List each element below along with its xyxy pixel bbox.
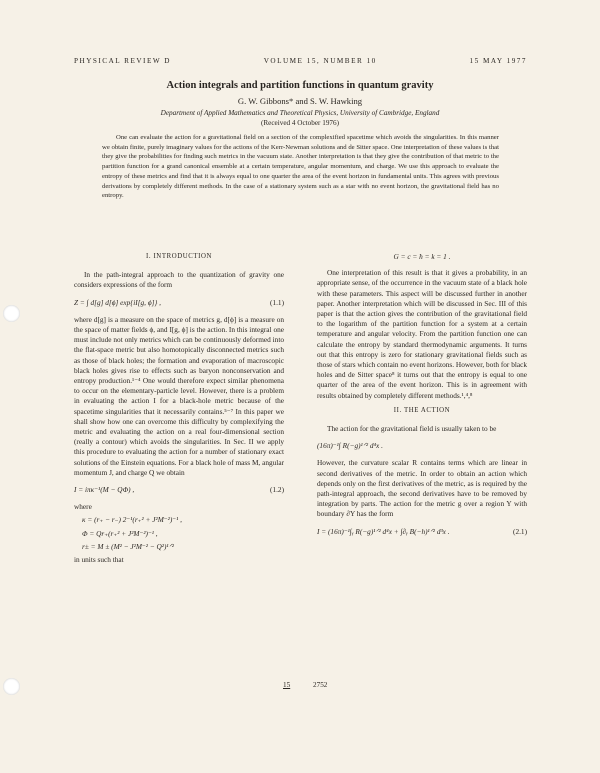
equation-1-2-body: I = iπκ⁻¹(M − QΦ) ,	[74, 485, 135, 495]
interpretation-paragraph: One interpretation of this result is that it gives a probability, in an appropriate sense, of the occurrence in the vacuum state of a black hole with these parameters. This aspect will be discussed further in another paper. Another interpretation which will be discussed in Sec. III of this paper is that the action gives the contribution of the gravitational field to the logarithm of the partition function for a system at a certain temperature and angular velocity. From the partition function one can calculate the entropy by standard thermodynamic arguments. It turns out that this entropy is zero for stationary gravitational fields such as those of stars which contain no event horizons. However, both for black holes and de Sitter space⁸ it turns out that the entropy is equal to one quarter of the area of the event horizon. This is in agreement with results obtained by completely different methods.¹,⁴,⁸	[317, 268, 527, 400]
definition-phi: Φ = Qr₊(r₊² + J²M⁻²)⁻¹ ,	[82, 528, 158, 538]
received-date: (Received 4 October 1976)	[260, 119, 340, 127]
definition-kappa: κ = (r₊ − r₋) 2⁻¹(r₊² + J²M⁻²)⁻¹ ,	[82, 515, 182, 525]
definition-r-plus-minus: r± = M ± (M² − J²M⁻² − Q²)¹ᐟ²	[82, 541, 174, 551]
equation-einstein-hilbert-body: (16π)⁻¹∫ R(−g)¹ᐟ² d⁴x .	[317, 441, 383, 451]
intro-paragraph-1: In the path-integral approach to the quantization of gravity one considers expressions of the form	[74, 270, 284, 290]
equation-2-1-number: (2.1)	[513, 526, 527, 536]
abstract: One can evaluate the action for a gravitational field on a section of the complexified spacetime which avoids the singularities. In this manner we obtain finite, purely imaginary values for the actions of the Kerr-Newman solutions and de Sitter space. One interpretation of these values is that they give the probabilities for finding such metrics in the vacuum state. Another interpretation is that they give the contribution of that metric to the partition function for a grand canonical ensemble at a certain temperature, angular momentum, and charge. We use this approach to evaluate the entropy of these metrics and find that it is always equal to one quarter the area of the event horizon in fundamental units. This agrees with previous derivations by completely different methods. In the case of a stationary system such as a star with no event horizon, the gravitational field has no entropy.	[102, 134, 499, 200]
equation-1-1-number: (1.1)	[270, 297, 284, 307]
binder-hole-bottom	[3, 678, 20, 695]
equation-1-2	[74, 485, 284, 495]
issue-date: 15 MAY 1977	[469, 57, 527, 65]
intro-paragraph-2: where d[g] is a measure on the space of metrics g, d[ϕ] is a measure on the space of matter fields ϕ, and I[g, ϕ] is the action. In this integral one must include not only metrics which can be continuously deformed into the flat-space metric but also homotopically disconnected metrics such as those of black holes; the formation and evaporation of macroscopic black holes gives rise to effects such as baryon nonconservation and entropy production.¹⁻⁴ One would therefore expect similar phenomena to occur on the elementary-particle level. However, there is a problem in evaluating the action I for a black-hole metric because of the spacetime singularities that it necessarily contains.⁵⁻⁷ In this paper we shall show how one can overcome this difficulty by complexifying the metric and evaluating the action on a real four-dimensional section (really a contour) which avoids the singularities. In Sec. II we apply this procedure to evaluating the action for a number of stationary exact solutions of the Einstein equations. For a black hole of mass M, angular momentum J, and charge Q we obtain	[74, 314, 284, 477]
action-paragraph-1: The action for the gravitational field is usually taken to be	[327, 424, 497, 434]
journal-name: PHYSICAL REVIEW D	[74, 57, 171, 65]
section-heading-action: II. THE ACTION	[393, 406, 451, 414]
equation-einstein-hilbert	[317, 441, 527, 451]
equation-2-1-body: I = (16π)⁻¹∫ᵧ R(−g)¹ᐟ² d⁴x + ∫∂ᵧ B(−h)¹ᐟ² d³x .	[317, 526, 450, 536]
equation-2-1	[317, 527, 527, 537]
section-heading-introduction: I. INTRODUCTION	[145, 253, 212, 260]
equation-1-2-number: (1.2)	[270, 485, 284, 495]
page-number: 15	[283, 681, 291, 689]
author-affiliation: Department of Applied Mathematics and Theoretical Physics, University of Cambridge, England	[160, 109, 440, 117]
units-equation: G = c = ħ = k = 1 .	[393, 252, 451, 261]
left-column	[74, 252, 284, 565]
action-paragraph-2: However, the curvature scalar R contains terms which are linear in second derivatives of the metric. In order to obtain an action which depends only on the first derivatives of the metric, as is required by the path-integral approach, the second derivatives have to be removed by integration by parts. The action for the metric g over a region Y with boundary ∂Y has the form	[317, 458, 527, 519]
equation-1-1-body: Z = ∫ d[g] d[ϕ] exp{iI[g, ϕ]} ,	[74, 297, 162, 307]
right-column	[317, 252, 527, 544]
running-header	[74, 57, 527, 65]
paper-authors: G. W. Gibbons* and S. W. Hawking	[237, 96, 363, 106]
binder-hole-top	[3, 305, 20, 322]
where-text: where	[74, 502, 92, 512]
equation-1-1	[74, 298, 284, 308]
journal-folio: 2752	[313, 681, 328, 689]
units-text: in units such that	[74, 555, 124, 565]
paper-title: Action integrals and partition functions in quantum gravity	[166, 80, 434, 91]
volume-number: VOLUME 15, NUMBER 10	[263, 57, 377, 65]
